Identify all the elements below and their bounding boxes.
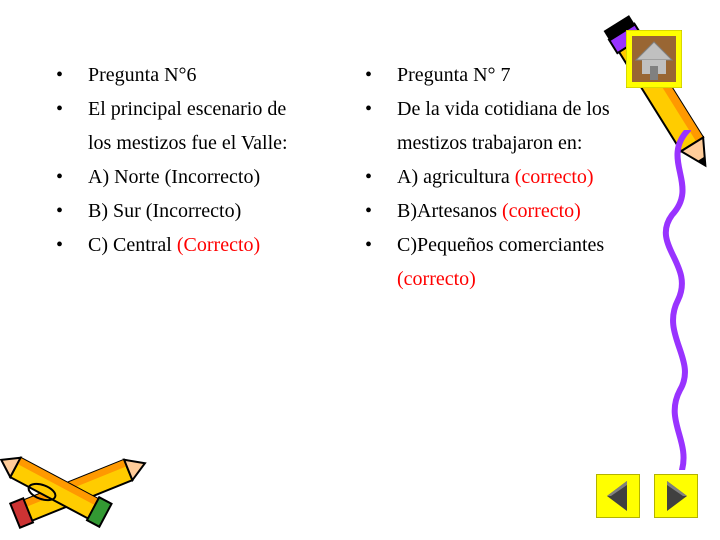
right-arrow-icon <box>655 475 697 517</box>
list-item <box>365 194 665 228</box>
question-title: Pregunta N° 7 <box>397 64 511 86</box>
answer-option-c: C)Pequeños comerciantes <box>397 234 605 256</box>
bullet: • <box>365 166 373 188</box>
answer-option-a: A) Norte (Incorrecto) <box>88 166 261 188</box>
question-text-line2: mestizos trabajaron en: <box>397 132 583 154</box>
bullet: • <box>365 64 373 86</box>
bullet: • <box>365 200 373 222</box>
answer-option-b: B)Artesanos <box>397 200 502 222</box>
list-item <box>365 228 665 296</box>
correct-label: (correcto) <box>397 268 476 290</box>
question-title: Pregunta N°6 <box>88 64 197 86</box>
home-button[interactable] <box>626 30 682 88</box>
correct-label: (Correcto) <box>176 234 261 256</box>
purple-ribbon-decoration <box>650 130 710 470</box>
question-text-line1: De la vida cotidiana de los <box>397 98 610 120</box>
previous-button[interactable] <box>596 474 640 518</box>
answer-option-c: C) Central <box>88 234 177 256</box>
correct-label: (correcto) <box>501 200 581 222</box>
answer-option-b: B) Sur (Incorrecto) <box>88 200 242 222</box>
list-item <box>56 92 346 160</box>
correct-label: (correcto) <box>514 166 594 188</box>
list-item <box>56 228 346 262</box>
bullet: • <box>365 234 373 256</box>
answer-option-a: A) agricultura <box>397 166 515 188</box>
list-item <box>56 160 346 194</box>
bullet: • <box>56 64 64 86</box>
pencils-decoration-bottom-left <box>0 430 150 535</box>
bullet: • <box>56 234 64 256</box>
bullet: • <box>56 98 64 120</box>
bullet: • <box>56 200 64 222</box>
question-text-line1: El principal escenario de <box>88 98 287 120</box>
question-text-line2: los mestizos fue el Valle: <box>88 132 288 154</box>
left-arrow-icon <box>597 475 639 517</box>
left-bullet-list <box>56 58 346 262</box>
list-item <box>56 58 346 92</box>
home-icon <box>626 30 682 88</box>
next-button[interactable] <box>654 474 698 518</box>
bullet: • <box>56 166 64 188</box>
list-item <box>56 194 346 228</box>
bullet: • <box>365 98 373 120</box>
